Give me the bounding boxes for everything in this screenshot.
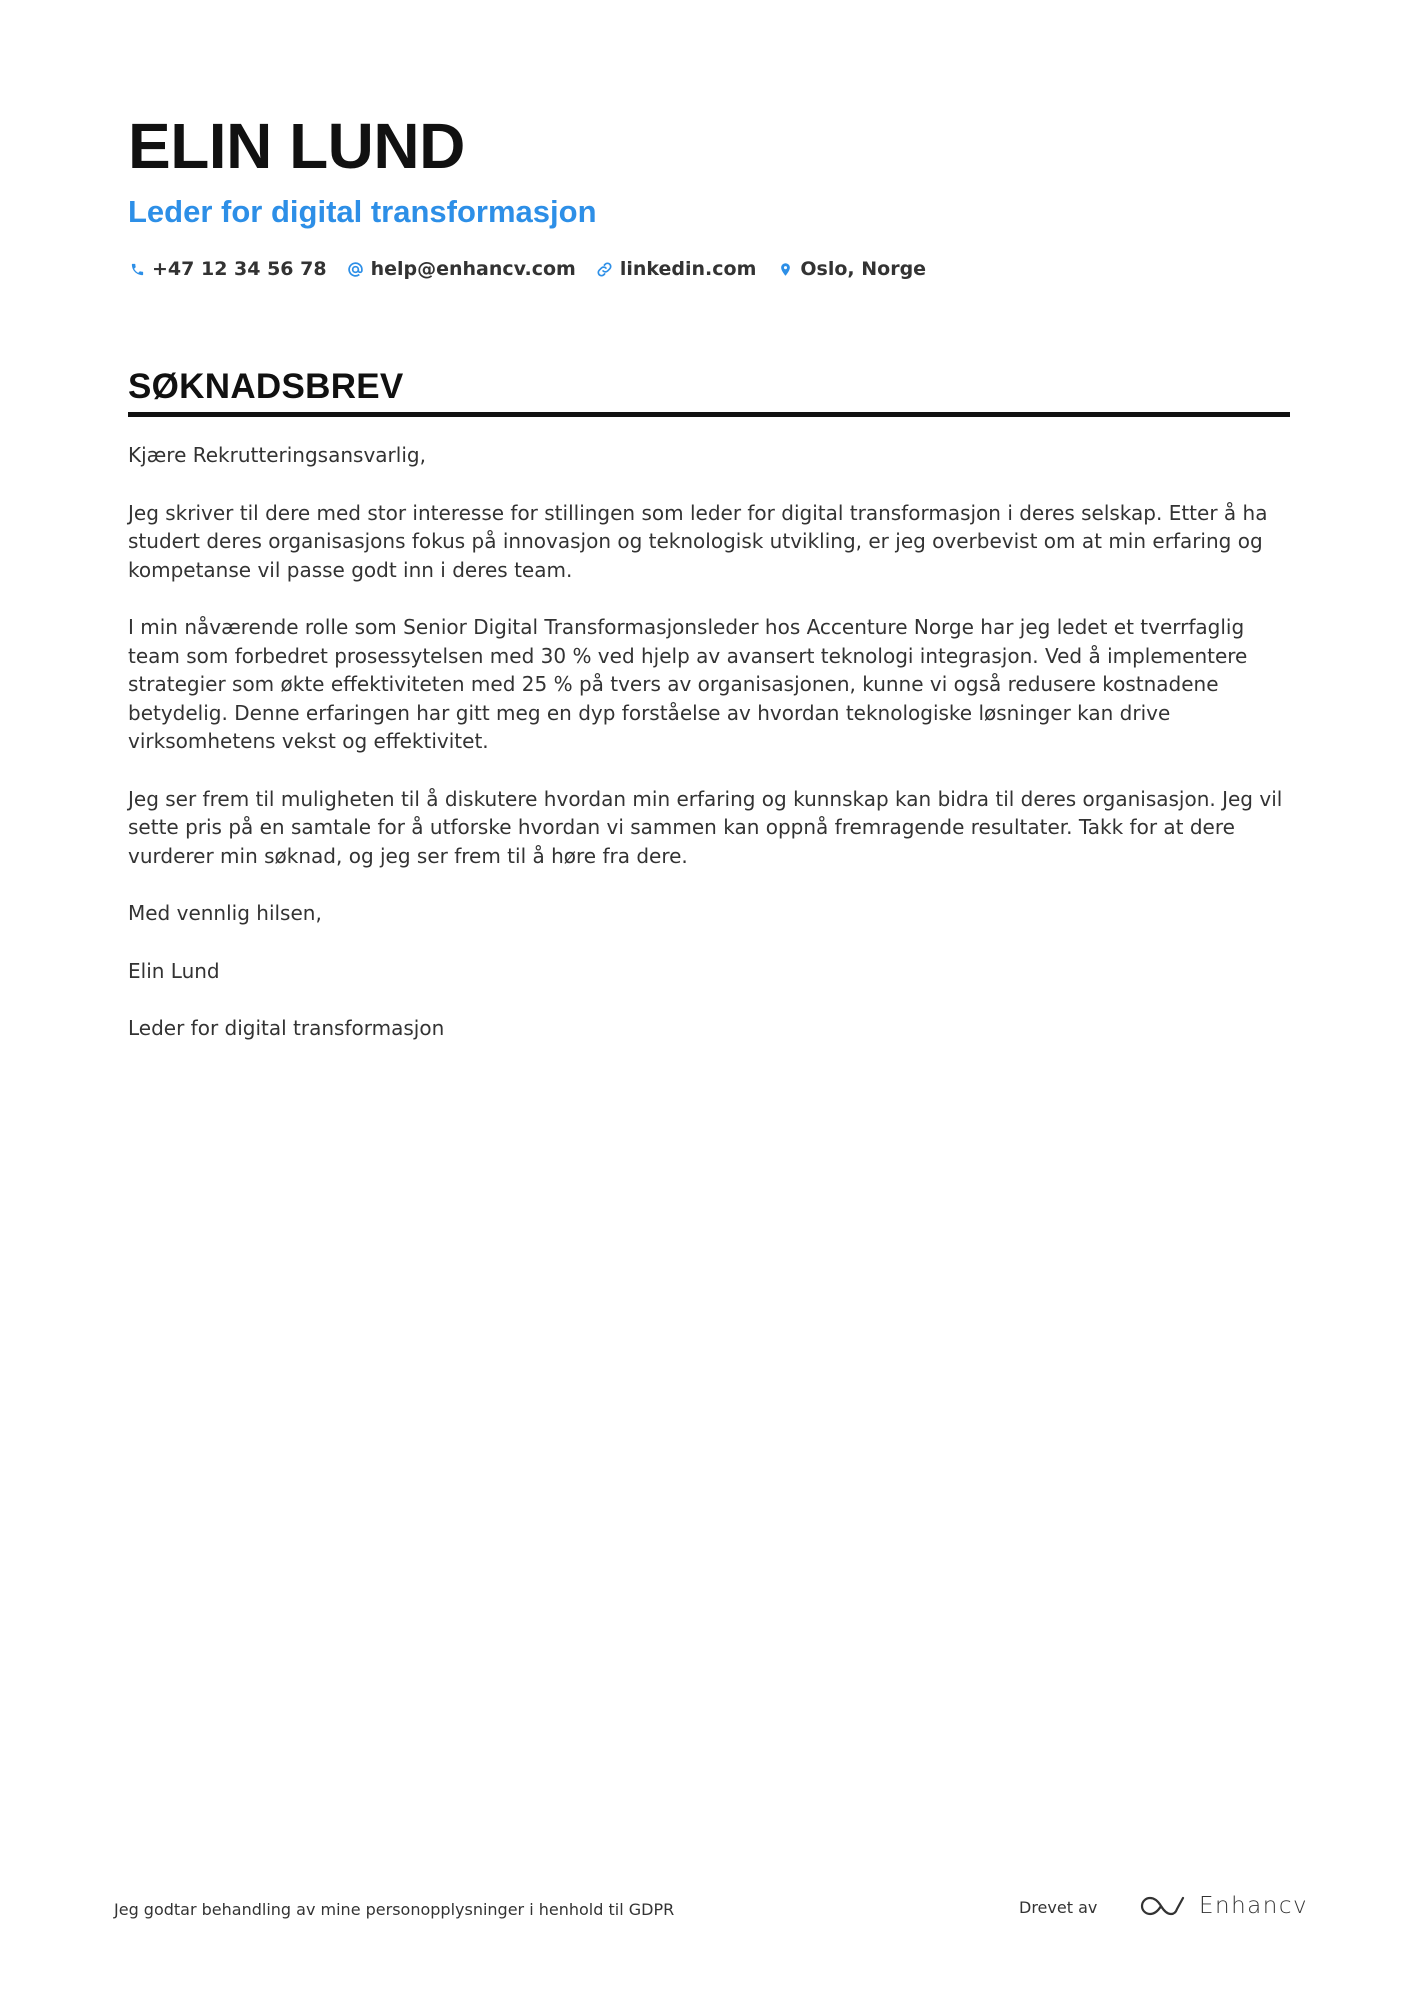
header [128,108,1288,284]
phone-icon [128,260,146,278]
at-icon [347,260,365,278]
contact-linkedin[interactable] [596,258,757,280]
contact-location-text: Oslo, Norge [800,258,927,280]
contact-linkedin-text[interactable]: linkedin.com [619,258,757,280]
gdpr-consent-text: Jeg godtar behandling av mine personopplysninger i henhold til GDPR [114,1900,675,1919]
letter-paragraph-2: I min nåværende rolle som Senior Digital Transformasjonsleder hos Accenture Norge har jeg ledet et tverrfaglig team som forbedret prosessytelsen med 30 % ved hjelp av avansert teknologi integrasjon. Ved å implementere strategier som økte effektiviteten med 25 % på tvers av organisasjonen, kunne vi også redusere kostnadene betydelig. Denne erfaringen har gitt meg en dyp forståelse av hvordan teknologiske løsninger kan drive virksomhetens vekst og effektivitet. [128,615,1248,753]
contact-phone [128,258,327,280]
letter-body [128,441,1290,1043]
enhancv-logo-icon [1139,1894,1185,1918]
contact-email[interactable] [347,258,576,280]
footer [114,1890,1309,1926]
letter-greeting: Kjære Rekrutteringsansvarlig, [128,443,426,467]
contact-phone-text: +47 12 34 56 78 [152,258,327,280]
applicant-name: ELIN LUND [128,110,465,182]
letter-closing: Med vennlig hilsen, [128,901,322,925]
letter-paragraph-3: Jeg ser frem til muligheten til å diskutere hvordan min erfaring og kunnskap kan bidra til deres organisasjon. Jeg vil sette pris på en samtale for å utforske hvordan vi sammen kan oppnå fremragende resultater. Takk for at dere vurderer min søknad, og jeg ser frem til å høre fra dere. [128,786,1283,868]
powered-by-label: Drevet av [1019,1898,1098,1917]
section-divider [128,412,1290,417]
signature-title: Leder for digital transformasjon [128,1016,445,1040]
signature-name: Elin Lund [128,958,220,983]
cover-letter-section [128,366,1290,1072]
letter-paragraph-1: Jeg skriver til dere med stor interesse for stillingen som leder for digital transformasjon i deres selskap. Etter å ha studert deres organisasjons fokus på innovasjon og teknologisk utvikling, er jeg overbevist om at min erfaring og kompetanse vil passe godt inn i deres team. [128,500,1268,582]
location-pin-icon [776,260,794,278]
job-title: Leder for digital transformasjon [128,194,597,229]
enhancv-brand[interactable] [1139,1890,1308,1922]
contact-location [776,258,926,280]
link-icon [596,260,614,278]
contact-row [128,254,1288,284]
contact-email-text[interactable]: help@enhancv.com [370,258,576,280]
brand-name[interactable]: Enhancv [1199,1893,1309,1919]
section-title: SØKNADSBREV [128,367,404,406]
